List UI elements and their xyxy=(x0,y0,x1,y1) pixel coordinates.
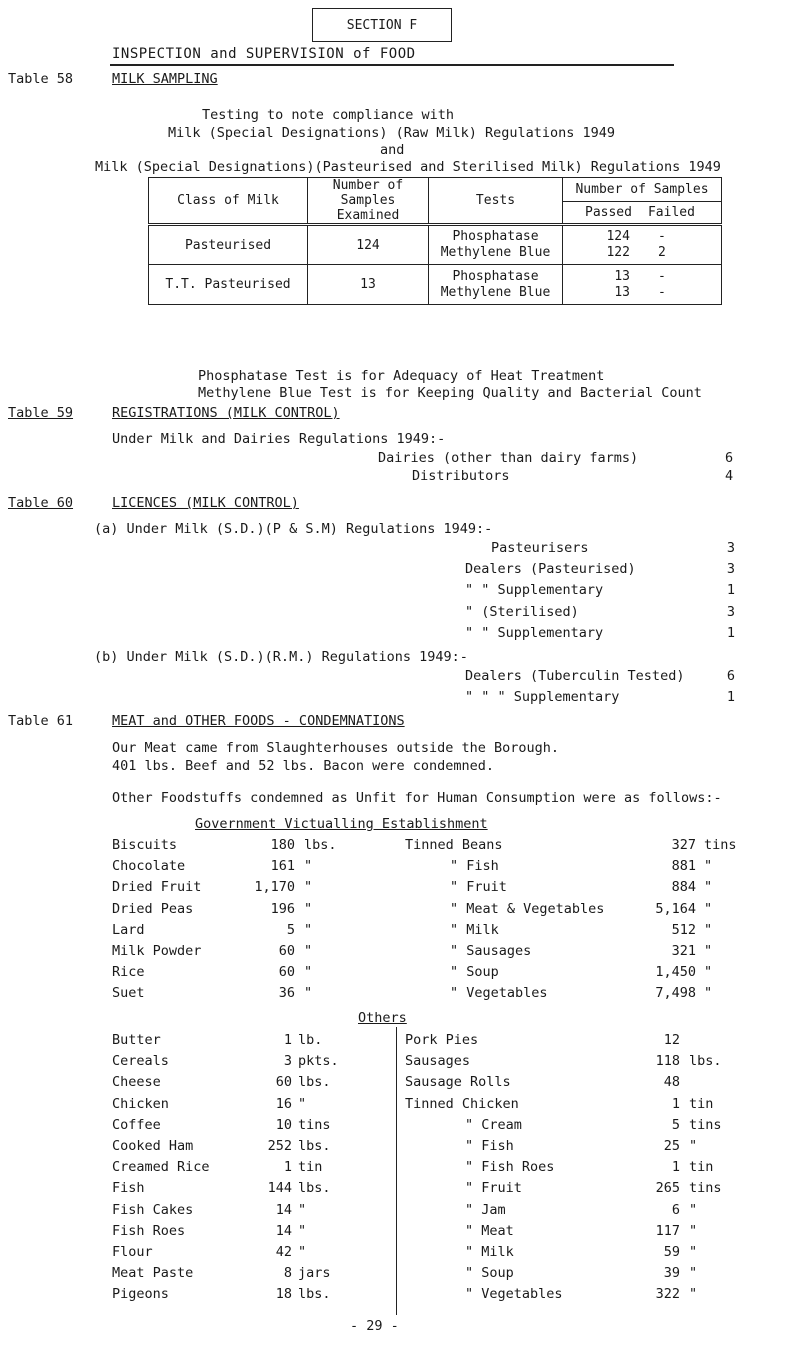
list-qty: 36 xyxy=(278,985,295,1002)
list-qty: 60 xyxy=(275,1074,292,1091)
table61-para1-line2: 401 lbs. Beef and 52 lbs. Bacon were condemned. xyxy=(112,758,495,774)
page-number: - 29 - xyxy=(350,1318,399,1334)
list-unit: " xyxy=(304,900,313,917)
list-unit: lbs. xyxy=(304,837,337,853)
list-item: Milk Powder xyxy=(112,942,202,959)
list-qty: 25 xyxy=(663,1137,680,1154)
list-item: Cooked Ham xyxy=(112,1137,194,1154)
row-passed: 13 xyxy=(614,284,630,300)
table59-item-value: 6 xyxy=(725,450,734,466)
licence-value: 3 xyxy=(726,540,735,556)
list-unit: " xyxy=(689,1265,698,1282)
list-unit: jars xyxy=(298,1265,331,1282)
header-class: Class of Milk xyxy=(149,178,308,225)
list-item: " Fruit xyxy=(465,1180,522,1197)
list-qty: 3 xyxy=(283,1053,292,1070)
list-unit: " xyxy=(298,1222,307,1239)
list-item: Pork Pies xyxy=(405,1032,479,1048)
table61-para2: Other Foodstuffs condemned as Unfit for Human Consumption were as follows:- xyxy=(112,790,722,806)
list-qty: 196 xyxy=(270,900,295,917)
list-unit: tins xyxy=(704,837,737,853)
list-unit: " xyxy=(304,858,313,875)
list-unit: " xyxy=(304,942,313,959)
list-item: Fish Roes xyxy=(112,1222,186,1239)
list-item: Cheese xyxy=(112,1074,161,1091)
table61-label: Table 61 xyxy=(8,713,74,729)
row-examined: 124 xyxy=(308,225,429,265)
list-unit: " xyxy=(689,1286,698,1303)
list-qty: 7,498 xyxy=(655,985,696,1002)
list-unit: " xyxy=(704,900,713,917)
govt-left-qty xyxy=(220,835,295,1005)
table59-heading: REGISTRATIONS (MILK CONTROL) xyxy=(112,405,340,421)
list-unit: " xyxy=(304,879,313,896)
list-unit: " xyxy=(704,858,713,875)
list-item: " Cream xyxy=(465,1116,522,1133)
list-item: " Soup xyxy=(465,1265,514,1282)
list-unit: tin xyxy=(298,1159,323,1176)
list-unit: " xyxy=(689,1243,698,1260)
licence-item: " " Supplementary xyxy=(465,624,604,641)
licence-value: 3 xyxy=(726,561,735,578)
others-right-unit xyxy=(689,1030,722,1305)
list-item: Dried Fruit xyxy=(112,879,202,896)
list-item: Chocolate xyxy=(112,858,186,875)
list-unit: lbs. xyxy=(298,1137,331,1154)
list-qty: 118 xyxy=(655,1053,680,1070)
table60-label: Table 60 xyxy=(8,495,74,511)
govt-right-items xyxy=(405,835,604,1005)
govt-left-unit xyxy=(304,835,337,1005)
list-qty: 12 xyxy=(663,1032,680,1048)
list-item: Fish Cakes xyxy=(112,1201,194,1218)
list-unit: tin xyxy=(689,1159,714,1176)
list-qty: 60 xyxy=(278,942,295,959)
table58-intro-2: Milk (Special Designations) (Raw Milk) Regulations 1949 xyxy=(168,125,616,141)
govt-left-items xyxy=(112,835,201,1005)
list-unit: " xyxy=(704,921,713,938)
table-row xyxy=(149,225,722,265)
list-qty: 42 xyxy=(275,1243,292,1260)
page-title: INSPECTION and SUPERVISION of FOOD xyxy=(112,46,416,62)
list-unit: lbs. xyxy=(689,1053,722,1070)
list-qty: 881 xyxy=(671,858,696,875)
list-qty: 117 xyxy=(655,1222,680,1239)
list-qty: 5,164 xyxy=(655,900,696,917)
table59-item-label: Dairies (other than dairy farms) xyxy=(378,450,639,466)
licence-value: 1 xyxy=(726,624,735,641)
table60-a-line: (a) Under Milk (S.D.)(P & S.M) Regulations 1949:- xyxy=(94,521,493,537)
table61-heading: MEAT and OTHER FOODS - CONDEMNATIONS xyxy=(112,713,405,729)
govt-heading: Government Victualling Establishment xyxy=(195,816,488,832)
row-failed: - xyxy=(657,229,666,244)
list-item: Tinned Beans xyxy=(405,837,503,853)
list-qty: 48 xyxy=(663,1074,680,1091)
licence-item: " " " Supplementary xyxy=(465,689,620,706)
list-unit xyxy=(689,1072,722,1093)
list-item: Coffee xyxy=(112,1116,161,1133)
others-left-items xyxy=(112,1030,210,1305)
row-passed: 122 xyxy=(606,245,630,260)
list-item: Tinned Chicken xyxy=(405,1095,519,1112)
list-qty: 8 xyxy=(283,1265,292,1282)
licence-value: 6 xyxy=(726,668,735,684)
list-item: " Fruit xyxy=(450,879,507,896)
list-qty: 884 xyxy=(671,879,696,896)
list-item: " Vegetables xyxy=(450,985,548,1002)
others-left-unit xyxy=(298,1030,339,1305)
list-item: " Meat & Vegetables xyxy=(450,900,605,917)
list-item: " Jam xyxy=(465,1201,506,1218)
list-qty: 59 xyxy=(663,1243,680,1260)
list-qty: 39 xyxy=(663,1265,680,1282)
list-item: " Fish Roes xyxy=(465,1159,555,1176)
table58-intro-4: Milk (Special Designations)(Pasteurised and Sterilised Milk) Regulations 1949 xyxy=(95,159,721,175)
header-passed: Passed xyxy=(563,201,634,225)
list-qty: 1 xyxy=(283,1032,292,1048)
list-item: Dried Peas xyxy=(112,900,194,917)
licence-item: Dealers (Pasteurised) xyxy=(465,561,636,578)
list-qty: 1,450 xyxy=(655,964,696,981)
others-right-items xyxy=(405,1030,563,1305)
list-item: Lard xyxy=(112,921,145,938)
list-unit: " xyxy=(304,964,313,981)
govt-right-unit xyxy=(704,835,737,1005)
licence-value: 3 xyxy=(726,603,735,620)
list-qty: 512 xyxy=(671,921,696,938)
list-item: Chicken xyxy=(112,1095,169,1112)
list-item: " Fish xyxy=(465,1137,514,1154)
list-unit: tins xyxy=(689,1180,722,1197)
list-qty: 6 xyxy=(671,1201,680,1218)
row-class: Pasteurised xyxy=(149,225,308,265)
others-left-qty xyxy=(240,1030,292,1305)
list-item: Suet xyxy=(112,985,145,1002)
list-item: Sausages xyxy=(405,1053,471,1070)
list-unit: " xyxy=(689,1222,698,1239)
list-qty: 5 xyxy=(286,921,295,938)
list-qty: 161 xyxy=(270,858,295,875)
list-qty: 322 xyxy=(655,1286,680,1303)
list-qty: 321 xyxy=(671,942,696,959)
list-qty: 10 xyxy=(275,1116,292,1133)
list-unit: pkts. xyxy=(298,1053,339,1070)
list-item: Biscuits xyxy=(112,837,178,853)
list-unit: " xyxy=(689,1137,698,1154)
header-failed: Failed xyxy=(634,201,722,225)
list-item: Fish xyxy=(112,1180,145,1197)
header-tests: Tests xyxy=(429,178,563,225)
list-qty: 327 xyxy=(671,837,696,853)
list-unit: " xyxy=(298,1243,307,1260)
list-qty: 1 xyxy=(671,1095,680,1112)
list-unit: " xyxy=(704,942,713,959)
row-failed: - xyxy=(657,268,666,284)
list-item: Rice xyxy=(112,964,145,981)
table59-item-label: Distributors xyxy=(412,468,510,484)
licence-value: 1 xyxy=(726,582,735,599)
table60-heading: LICENCES (MILK CONTROL) xyxy=(112,495,299,511)
licence-value: 1 xyxy=(726,689,735,706)
table58-intro-1: Testing to note compliance with xyxy=(202,107,454,123)
list-unit: tins xyxy=(689,1116,722,1133)
row-failed: 2 xyxy=(657,245,666,260)
list-item: " Soup xyxy=(450,964,499,981)
list-unit: lbs. xyxy=(298,1180,331,1197)
row-examined: 13 xyxy=(308,265,429,305)
table58-note-1: Phosphatase Test is for Adequacy of Heat Treatment xyxy=(198,368,605,384)
list-item: " Fish xyxy=(450,858,499,875)
list-qty: 180 xyxy=(270,837,295,853)
list-qty: 144 xyxy=(267,1180,292,1197)
licence-item: Pasteurisers xyxy=(491,540,589,556)
list-qty: 1,170 xyxy=(254,879,295,896)
list-item: Cereals xyxy=(112,1053,169,1070)
table58-label: Table 58 xyxy=(8,71,74,87)
row-failed: - xyxy=(657,284,666,300)
row-test: Methylene Blue xyxy=(440,284,551,300)
list-qty: 14 xyxy=(275,1222,292,1239)
header-number: Number of Samples xyxy=(563,178,722,202)
list-unit: tins xyxy=(298,1116,331,1133)
list-qty: 5 xyxy=(671,1116,680,1133)
list-unit: " xyxy=(704,879,713,896)
list-item: " Milk xyxy=(450,921,499,938)
row-test: Phosphatase xyxy=(452,229,539,244)
list-unit: " xyxy=(704,985,713,1002)
list-unit: " xyxy=(689,1201,698,1218)
list-item: Pigeons xyxy=(112,1286,169,1303)
others-right-qty xyxy=(640,1030,680,1305)
licence-item: " (Sterilised) xyxy=(465,603,579,620)
licence-item: " " Supplementary xyxy=(465,582,604,599)
column-divider xyxy=(396,1027,397,1315)
list-item: " Sausages xyxy=(450,942,532,959)
table60-b-line: (b) Under Milk (S.D.)(R.M.) Regulations 1949:- xyxy=(94,649,468,665)
licence-item: Dealers (Tuberculin Tested) xyxy=(465,668,685,684)
list-qty: 18 xyxy=(275,1286,292,1303)
table61-para1-line1: Our Meat came from Slaughterhouses outside the Borough. xyxy=(112,740,560,756)
table59-item-value: 4 xyxy=(725,468,734,484)
list-item: Sausage Rolls xyxy=(405,1074,511,1091)
list-item: " Vegetables xyxy=(465,1286,563,1303)
list-unit: " xyxy=(298,1095,307,1112)
list-item: Creamed Rice xyxy=(112,1159,210,1176)
list-unit: lbs. xyxy=(298,1074,331,1091)
govt-right-qty xyxy=(636,835,696,1005)
list-item: Meat Paste xyxy=(112,1265,194,1282)
list-qty: 14 xyxy=(275,1201,292,1218)
list-item: " Milk xyxy=(465,1243,514,1260)
list-unit: " xyxy=(298,1201,307,1218)
list-unit xyxy=(689,1030,722,1051)
section-label: SECTION F xyxy=(312,8,452,42)
table59-under: Under Milk and Dairies Regulations 1949:- xyxy=(112,431,446,447)
list-qty: 1 xyxy=(671,1159,680,1176)
list-item: Butter xyxy=(112,1032,161,1048)
list-unit: tin xyxy=(689,1095,714,1112)
list-item: Flour xyxy=(112,1243,153,1260)
table58-note-2: Methylene Blue Test is for Keeping Quality and Bacterial Count xyxy=(198,385,702,401)
list-unit: lb. xyxy=(298,1032,323,1048)
list-qty: 252 xyxy=(267,1137,292,1154)
row-passed: 124 xyxy=(606,229,630,244)
list-qty: 16 xyxy=(275,1095,292,1112)
row-test: Phosphatase xyxy=(452,268,539,284)
list-qty: 1 xyxy=(283,1159,292,1176)
list-qty: 265 xyxy=(655,1180,680,1197)
table58-heading: MILK SAMPLING xyxy=(112,71,218,87)
list-unit: lbs. xyxy=(298,1286,331,1303)
row-test: Methylene Blue xyxy=(440,245,551,260)
list-unit: " xyxy=(304,985,313,1002)
row-passed: 13 xyxy=(614,268,630,284)
table58-intro-3: and xyxy=(380,142,405,158)
others-heading: Others xyxy=(358,1010,407,1026)
title-underline xyxy=(110,64,674,66)
list-unit: " xyxy=(304,921,313,938)
milk-sampling-table xyxy=(148,177,722,305)
table59-label: Table 59 xyxy=(8,405,74,421)
list-item: " Meat xyxy=(465,1222,514,1239)
row-class: T.T. Pasteurised xyxy=(149,265,308,305)
header-examined: Number of Samples Examined xyxy=(308,178,429,225)
list-unit: " xyxy=(704,964,713,981)
list-qty: 60 xyxy=(278,964,295,981)
table-row xyxy=(149,265,722,305)
